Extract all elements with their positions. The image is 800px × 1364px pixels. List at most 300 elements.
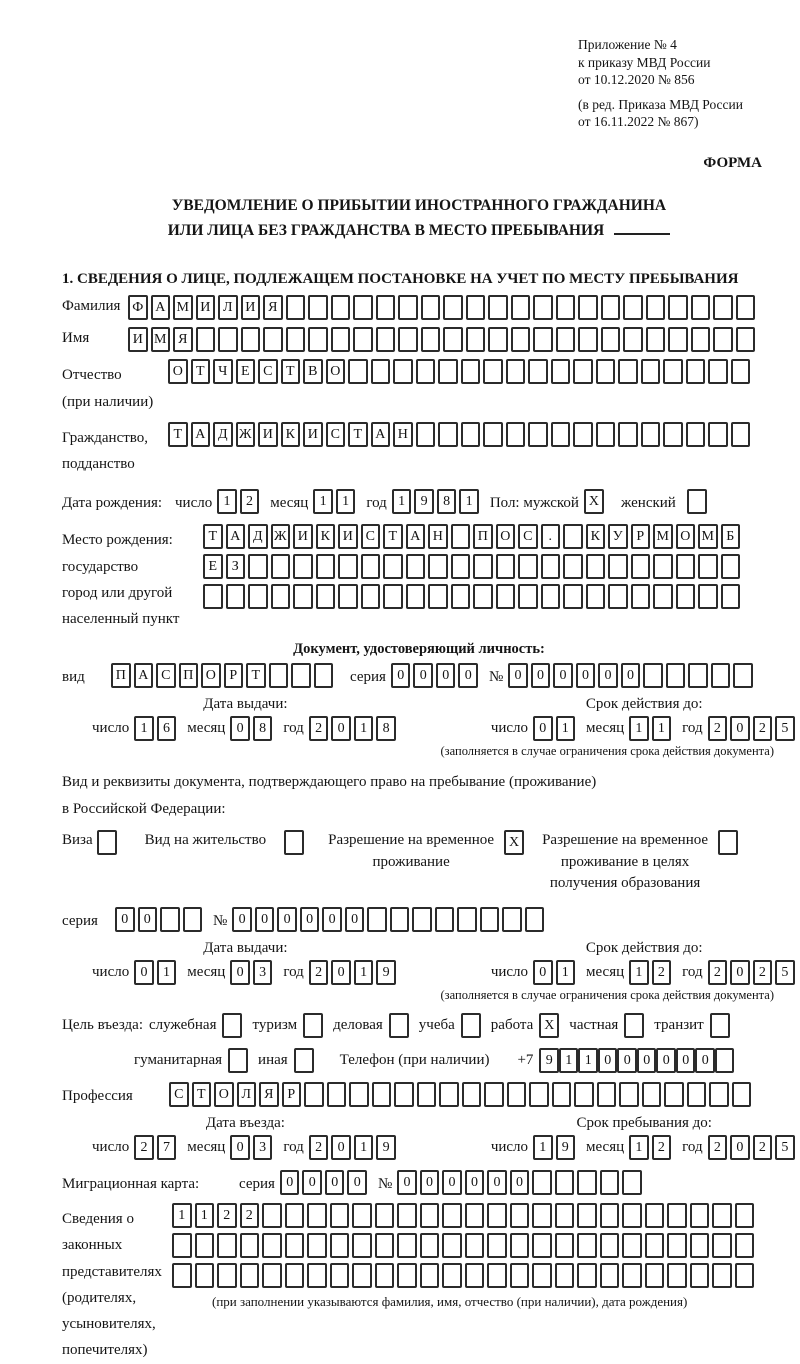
char-cell[interactable] <box>556 295 576 320</box>
char-cell[interactable] <box>417 1082 437 1107</box>
char-cell[interactable]: 0 <box>465 1170 485 1195</box>
char-cell[interactable] <box>397 1263 417 1288</box>
char-cell[interactable] <box>248 554 268 579</box>
char-cell[interactable] <box>641 359 661 384</box>
char-cell[interactable]: 0 <box>436 663 456 688</box>
char-cell[interactable]: 0 <box>695 1048 715 1073</box>
char-cell[interactable] <box>686 359 706 384</box>
char-cell[interactable] <box>308 295 328 320</box>
char-cell[interactable] <box>733 663 753 688</box>
char-cell[interactable]: 2 <box>708 1135 728 1160</box>
char-cell[interactable]: П <box>179 663 199 688</box>
char-cell[interactable] <box>330 1263 350 1288</box>
char-cell[interactable] <box>551 359 571 384</box>
char-cell[interactable] <box>528 359 548 384</box>
char-cell[interactable]: Н <box>428 524 448 549</box>
char-cell[interactable] <box>487 1263 507 1288</box>
char-cell[interactable]: Е <box>203 554 223 579</box>
char-cell[interactable] <box>600 1170 620 1195</box>
char-cell[interactable] <box>577 1203 597 1228</box>
char-cell[interactable] <box>511 327 531 352</box>
purpose-study-checkbox[interactable] <box>461 1013 481 1038</box>
char-cell[interactable] <box>712 1233 732 1258</box>
char-cell[interactable] <box>596 422 616 447</box>
char-cell[interactable] <box>645 1233 665 1258</box>
char-cell[interactable]: 5 <box>775 960 795 985</box>
permit-series-cells[interactable] <box>115 907 205 932</box>
char-cell[interactable] <box>732 1082 752 1107</box>
char-cell[interactable]: М <box>653 524 673 549</box>
char-cell[interactable]: Я <box>259 1082 279 1107</box>
char-cell[interactable] <box>502 907 522 932</box>
char-cell[interactable]: 2 <box>134 1135 154 1160</box>
char-cell[interactable] <box>541 554 561 579</box>
char-cell[interactable] <box>653 554 673 579</box>
char-cell[interactable] <box>428 554 448 579</box>
char-cell[interactable] <box>608 584 628 609</box>
char-cell[interactable] <box>420 1233 440 1258</box>
char-cell[interactable] <box>663 422 683 447</box>
char-cell[interactable]: 9 <box>414 489 434 514</box>
char-cell[interactable]: 1 <box>172 1203 192 1228</box>
birth-day-cells[interactable] <box>217 489 262 514</box>
char-cell[interactable] <box>443 327 463 352</box>
char-cell[interactable] <box>586 554 606 579</box>
char-cell[interactable] <box>528 422 548 447</box>
char-cell[interactable]: 2 <box>217 1203 237 1228</box>
char-cell[interactable] <box>307 1203 327 1228</box>
residence-permit-checkbox[interactable] <box>284 830 304 855</box>
char-cell[interactable] <box>631 584 651 609</box>
doc-series-cells[interactable] <box>391 663 481 688</box>
doc-expiry-month-cells[interactable] <box>629 716 674 741</box>
char-cell[interactable] <box>285 1233 305 1258</box>
char-cell[interactable] <box>653 584 673 609</box>
char-cell[interactable]: 1 <box>134 716 154 741</box>
char-cell[interactable] <box>271 584 291 609</box>
char-cell[interactable] <box>619 1082 639 1107</box>
visa-checkbox[interactable] <box>97 830 117 855</box>
char-cell[interactable] <box>586 584 606 609</box>
char-cell[interactable]: 2 <box>309 960 329 985</box>
char-cell[interactable]: И <box>293 524 313 549</box>
char-cell[interactable] <box>398 327 418 352</box>
char-cell[interactable] <box>601 295 621 320</box>
char-cell[interactable] <box>316 584 336 609</box>
char-cell[interactable] <box>731 422 751 447</box>
char-cell[interactable]: 0 <box>115 907 135 932</box>
char-cell[interactable]: Т <box>203 524 223 549</box>
char-cell[interactable]: 0 <box>230 716 250 741</box>
migration-number-cells[interactable] <box>397 1170 645 1195</box>
permit-number-cells[interactable] <box>232 907 547 932</box>
char-cell[interactable] <box>532 1263 552 1288</box>
char-cell[interactable]: А <box>226 524 246 549</box>
char-cell[interactable] <box>577 1263 597 1288</box>
char-cell[interactable] <box>691 327 711 352</box>
char-cell[interactable] <box>293 554 313 579</box>
char-cell[interactable] <box>308 327 328 352</box>
char-cell[interactable]: Ф <box>128 295 148 320</box>
permit-issue-day-cells[interactable] <box>134 960 179 985</box>
char-cell[interactable] <box>688 663 708 688</box>
char-cell[interactable] <box>555 1170 575 1195</box>
char-cell[interactable]: Т <box>191 359 211 384</box>
char-cell[interactable] <box>496 584 516 609</box>
char-cell[interactable]: 0 <box>510 1170 530 1195</box>
char-cell[interactable]: О <box>201 663 221 688</box>
char-cell[interactable]: 0 <box>598 1048 618 1073</box>
char-cell[interactable] <box>510 1263 530 1288</box>
char-cell[interactable] <box>473 584 493 609</box>
char-cell[interactable] <box>555 1203 575 1228</box>
char-cell[interactable] <box>416 422 436 447</box>
char-cell[interactable]: Н <box>393 422 413 447</box>
char-cell[interactable] <box>708 359 728 384</box>
char-cell[interactable]: 2 <box>708 960 728 985</box>
char-cell[interactable]: 5 <box>775 716 795 741</box>
char-cell[interactable]: Т <box>192 1082 212 1107</box>
char-cell[interactable] <box>421 295 441 320</box>
char-cell[interactable]: Р <box>631 524 651 549</box>
char-cell[interactable]: С <box>156 663 176 688</box>
char-cell[interactable]: 0 <box>331 1135 351 1160</box>
char-cell[interactable] <box>416 359 436 384</box>
char-cell[interactable] <box>711 663 731 688</box>
char-cell[interactable] <box>645 1203 665 1228</box>
char-cell[interactable] <box>686 422 706 447</box>
char-cell[interactable] <box>666 663 686 688</box>
char-cell[interactable] <box>596 359 616 384</box>
char-cell[interactable]: . <box>541 524 561 549</box>
char-cell[interactable]: 0 <box>420 1170 440 1195</box>
representatives-row3-cells[interactable] <box>172 1263 757 1288</box>
purpose-work-checkbox[interactable]: X <box>539 1013 559 1038</box>
char-cell[interactable]: 0 <box>230 960 250 985</box>
char-cell[interactable] <box>713 295 733 320</box>
char-cell[interactable]: К <box>586 524 606 549</box>
char-cell[interactable]: 9 <box>376 960 396 985</box>
char-cell[interactable] <box>735 1203 755 1228</box>
char-cell[interactable] <box>397 1203 417 1228</box>
char-cell[interactable]: Ж <box>236 422 256 447</box>
char-cell[interactable] <box>451 584 471 609</box>
char-cell[interactable] <box>736 327 756 352</box>
char-cell[interactable] <box>285 1203 305 1228</box>
char-cell[interactable] <box>406 584 426 609</box>
char-cell[interactable]: 0 <box>322 907 342 932</box>
char-cell[interactable]: М <box>698 524 718 549</box>
char-cell[interactable] <box>713 327 733 352</box>
char-cell[interactable]: 2 <box>753 960 773 985</box>
char-cell[interactable] <box>525 907 545 932</box>
char-cell[interactable] <box>646 295 666 320</box>
char-cell[interactable] <box>218 327 238 352</box>
char-cell[interactable]: 0 <box>134 960 154 985</box>
char-cell[interactable]: 1 <box>392 489 412 514</box>
char-cell[interactable] <box>352 1263 372 1288</box>
char-cell[interactable] <box>518 584 538 609</box>
char-cell[interactable]: 0 <box>255 907 275 932</box>
char-cell[interactable]: 0 <box>302 1170 322 1195</box>
temp-permit-checkbox[interactable]: X <box>504 830 524 855</box>
char-cell[interactable] <box>518 554 538 579</box>
char-cell[interactable] <box>597 1082 617 1107</box>
birth-place-row2-cells[interactable] <box>203 554 743 579</box>
char-cell[interactable] <box>286 295 306 320</box>
char-cell[interactable] <box>361 584 381 609</box>
char-cell[interactable] <box>721 554 741 579</box>
char-cell[interactable] <box>529 1082 549 1107</box>
char-cell[interactable]: 0 <box>553 663 573 688</box>
char-cell[interactable] <box>556 327 576 352</box>
char-cell[interactable]: О <box>496 524 516 549</box>
char-cell[interactable]: П <box>473 524 493 549</box>
char-cell[interactable]: 1 <box>556 960 576 985</box>
char-cell[interactable] <box>172 1263 192 1288</box>
char-cell[interactable]: М <box>151 327 171 352</box>
char-cell[interactable]: 3 <box>253 1135 273 1160</box>
char-cell[interactable]: 8 <box>253 716 273 741</box>
char-cell[interactable] <box>690 1233 710 1258</box>
char-cell[interactable] <box>428 584 448 609</box>
char-cell[interactable] <box>291 663 311 688</box>
char-cell[interactable] <box>622 1170 642 1195</box>
char-cell[interactable] <box>691 295 711 320</box>
char-cell[interactable] <box>664 1082 684 1107</box>
entry-day-cells[interactable] <box>134 1135 179 1160</box>
char-cell[interactable] <box>438 359 458 384</box>
char-cell[interactable] <box>451 524 471 549</box>
char-cell[interactable] <box>307 1263 327 1288</box>
char-cell[interactable]: С <box>326 422 346 447</box>
char-cell[interactable]: С <box>518 524 538 549</box>
char-cell[interactable] <box>262 1233 282 1258</box>
char-cell[interactable] <box>709 1082 729 1107</box>
migration-series-cells[interactable] <box>280 1170 370 1195</box>
char-cell[interactable] <box>376 327 396 352</box>
char-cell[interactable] <box>353 327 373 352</box>
char-cell[interactable] <box>195 1233 215 1258</box>
entry-year-cells[interactable] <box>309 1135 399 1160</box>
char-cell[interactable] <box>555 1263 575 1288</box>
char-cell[interactable] <box>338 584 358 609</box>
char-cell[interactable]: 0 <box>730 1135 750 1160</box>
char-cell[interactable]: 0 <box>280 1170 300 1195</box>
char-cell[interactable] <box>552 1082 572 1107</box>
char-cell[interactable]: 2 <box>309 1135 329 1160</box>
char-cell[interactable] <box>352 1203 372 1228</box>
char-cell[interactable]: 2 <box>309 716 329 741</box>
char-cell[interactable] <box>383 554 403 579</box>
char-cell[interactable] <box>642 1082 662 1107</box>
citizenship-cells[interactable] <box>168 422 753 447</box>
representatives-row2-cells[interactable] <box>172 1233 757 1258</box>
char-cell[interactable] <box>631 554 651 579</box>
char-cell[interactable]: И <box>338 524 358 549</box>
char-cell[interactable] <box>443 295 463 320</box>
doc-issue-year-cells[interactable] <box>309 716 399 741</box>
char-cell[interactable] <box>466 327 486 352</box>
char-cell[interactable] <box>623 295 643 320</box>
char-cell[interactable] <box>217 1233 237 1258</box>
purpose-business-checkbox[interactable] <box>389 1013 409 1038</box>
char-cell[interactable]: 1 <box>336 489 356 514</box>
char-cell[interactable] <box>442 1203 462 1228</box>
char-cell[interactable] <box>563 584 583 609</box>
char-cell[interactable] <box>293 584 313 609</box>
char-cell[interactable] <box>462 1082 482 1107</box>
char-cell[interactable] <box>465 1233 485 1258</box>
char-cell[interactable] <box>712 1263 732 1288</box>
char-cell[interactable] <box>338 554 358 579</box>
char-cell[interactable]: 0 <box>230 1135 250 1160</box>
char-cell[interactable]: 1 <box>629 1135 649 1160</box>
char-cell[interactable] <box>668 295 688 320</box>
char-cell[interactable] <box>412 907 432 932</box>
char-cell[interactable]: Я <box>173 327 193 352</box>
stay-day-cells[interactable] <box>533 1135 578 1160</box>
char-cell[interactable] <box>488 327 508 352</box>
char-cell[interactable] <box>496 554 516 579</box>
doc-expiry-day-cells[interactable] <box>533 716 578 741</box>
char-cell[interactable]: Т <box>246 663 266 688</box>
char-cell[interactable] <box>687 1082 707 1107</box>
char-cell[interactable] <box>735 1233 755 1258</box>
char-cell[interactable] <box>314 663 334 688</box>
char-cell[interactable] <box>473 554 493 579</box>
firstname-cells[interactable] <box>128 327 758 352</box>
char-cell[interactable] <box>622 1233 642 1258</box>
surname-cells[interactable] <box>128 295 758 320</box>
char-cell[interactable] <box>510 1233 530 1258</box>
char-cell[interactable] <box>348 359 368 384</box>
char-cell[interactable]: 0 <box>617 1048 637 1073</box>
char-cell[interactable] <box>600 1203 620 1228</box>
char-cell[interactable]: О <box>214 1082 234 1107</box>
char-cell[interactable]: И <box>128 327 148 352</box>
char-cell[interactable]: О <box>326 359 346 384</box>
char-cell[interactable] <box>465 1263 485 1288</box>
char-cell[interactable]: 1 <box>629 960 649 985</box>
char-cell[interactable] <box>533 295 553 320</box>
char-cell[interactable] <box>316 554 336 579</box>
char-cell[interactable]: 2 <box>240 1203 260 1228</box>
char-cell[interactable]: 2 <box>652 1135 672 1160</box>
representatives-row1-cells[interactable] <box>172 1203 757 1228</box>
entry-month-cells[interactable] <box>230 1135 275 1160</box>
char-cell[interactable] <box>563 524 583 549</box>
stay-year-cells[interactable] <box>708 1135 798 1160</box>
char-cell[interactable] <box>421 327 441 352</box>
char-cell[interactable]: Я <box>263 295 283 320</box>
char-cell[interactable] <box>608 554 628 579</box>
char-cell[interactable] <box>361 554 381 579</box>
char-cell[interactable] <box>304 1082 324 1107</box>
char-cell[interactable] <box>352 1233 372 1258</box>
char-cell[interactable] <box>622 1263 642 1288</box>
char-cell[interactable] <box>372 1082 392 1107</box>
char-cell[interactable]: 1 <box>157 960 177 985</box>
char-cell[interactable] <box>394 1082 414 1107</box>
char-cell[interactable]: Л <box>218 295 238 320</box>
char-cell[interactable]: 3 <box>253 960 273 985</box>
char-cell[interactable] <box>183 907 203 932</box>
char-cell[interactable] <box>307 1233 327 1258</box>
char-cell[interactable] <box>510 1203 530 1228</box>
char-cell[interactable] <box>506 422 526 447</box>
char-cell[interactable]: 2 <box>708 716 728 741</box>
purpose-private-checkbox[interactable] <box>624 1013 644 1038</box>
char-cell[interactable] <box>240 1233 260 1258</box>
char-cell[interactable] <box>461 422 481 447</box>
char-cell[interactable] <box>690 1263 710 1288</box>
char-cell[interactable]: 9 <box>539 1048 559 1073</box>
char-cell[interactable]: 0 <box>347 1170 367 1195</box>
char-cell[interactable]: 1 <box>354 1135 374 1160</box>
char-cell[interactable] <box>668 327 688 352</box>
char-cell[interactable]: 8 <box>376 716 396 741</box>
char-cell[interactable] <box>645 1263 665 1288</box>
char-cell[interactable] <box>226 584 246 609</box>
char-cell[interactable] <box>667 1233 687 1258</box>
char-cell[interactable]: Ч <box>213 359 233 384</box>
char-cell[interactable] <box>731 359 751 384</box>
char-cell[interactable] <box>240 1263 260 1288</box>
purpose-other-checkbox[interactable] <box>294 1048 314 1073</box>
char-cell[interactable] <box>511 295 531 320</box>
char-cell[interactable] <box>601 327 621 352</box>
char-cell[interactable] <box>442 1263 462 1288</box>
char-cell[interactable]: К <box>316 524 336 549</box>
char-cell[interactable] <box>667 1263 687 1288</box>
char-cell[interactable]: А <box>134 663 154 688</box>
char-cell[interactable] <box>286 327 306 352</box>
char-cell[interactable] <box>203 584 223 609</box>
char-cell[interactable]: 1 <box>195 1203 215 1228</box>
char-cell[interactable]: 0 <box>533 716 553 741</box>
doc-issue-month-cells[interactable] <box>230 716 275 741</box>
char-cell[interactable] <box>367 907 387 932</box>
char-cell[interactable] <box>330 1233 350 1258</box>
char-cell[interactable] <box>600 1233 620 1258</box>
char-cell[interactable]: Р <box>224 663 244 688</box>
char-cell[interactable] <box>487 1203 507 1228</box>
char-cell[interactable] <box>465 1203 485 1228</box>
char-cell[interactable] <box>676 584 696 609</box>
permit-expiry-month-cells[interactable] <box>629 960 674 985</box>
char-cell[interactable]: 0 <box>508 663 528 688</box>
char-cell[interactable]: И <box>196 295 216 320</box>
char-cell[interactable]: 5 <box>775 1135 795 1160</box>
char-cell[interactable] <box>241 327 261 352</box>
patronymic-cells[interactable] <box>168 359 753 384</box>
char-cell[interactable] <box>574 1082 594 1107</box>
char-cell[interactable]: Т <box>281 359 301 384</box>
char-cell[interactable]: 2 <box>753 1135 773 1160</box>
char-cell[interactable]: 0 <box>442 1170 462 1195</box>
char-cell[interactable] <box>507 1082 527 1107</box>
char-cell[interactable]: 0 <box>637 1048 657 1073</box>
char-cell[interactable]: А <box>406 524 426 549</box>
char-cell[interactable] <box>375 1203 395 1228</box>
permit-expiry-year-cells[interactable] <box>708 960 798 985</box>
char-cell[interactable] <box>483 422 503 447</box>
char-cell[interactable] <box>262 1203 282 1228</box>
char-cell[interactable]: И <box>241 295 261 320</box>
char-cell[interactable]: О <box>168 359 188 384</box>
char-cell[interactable] <box>172 1233 192 1258</box>
